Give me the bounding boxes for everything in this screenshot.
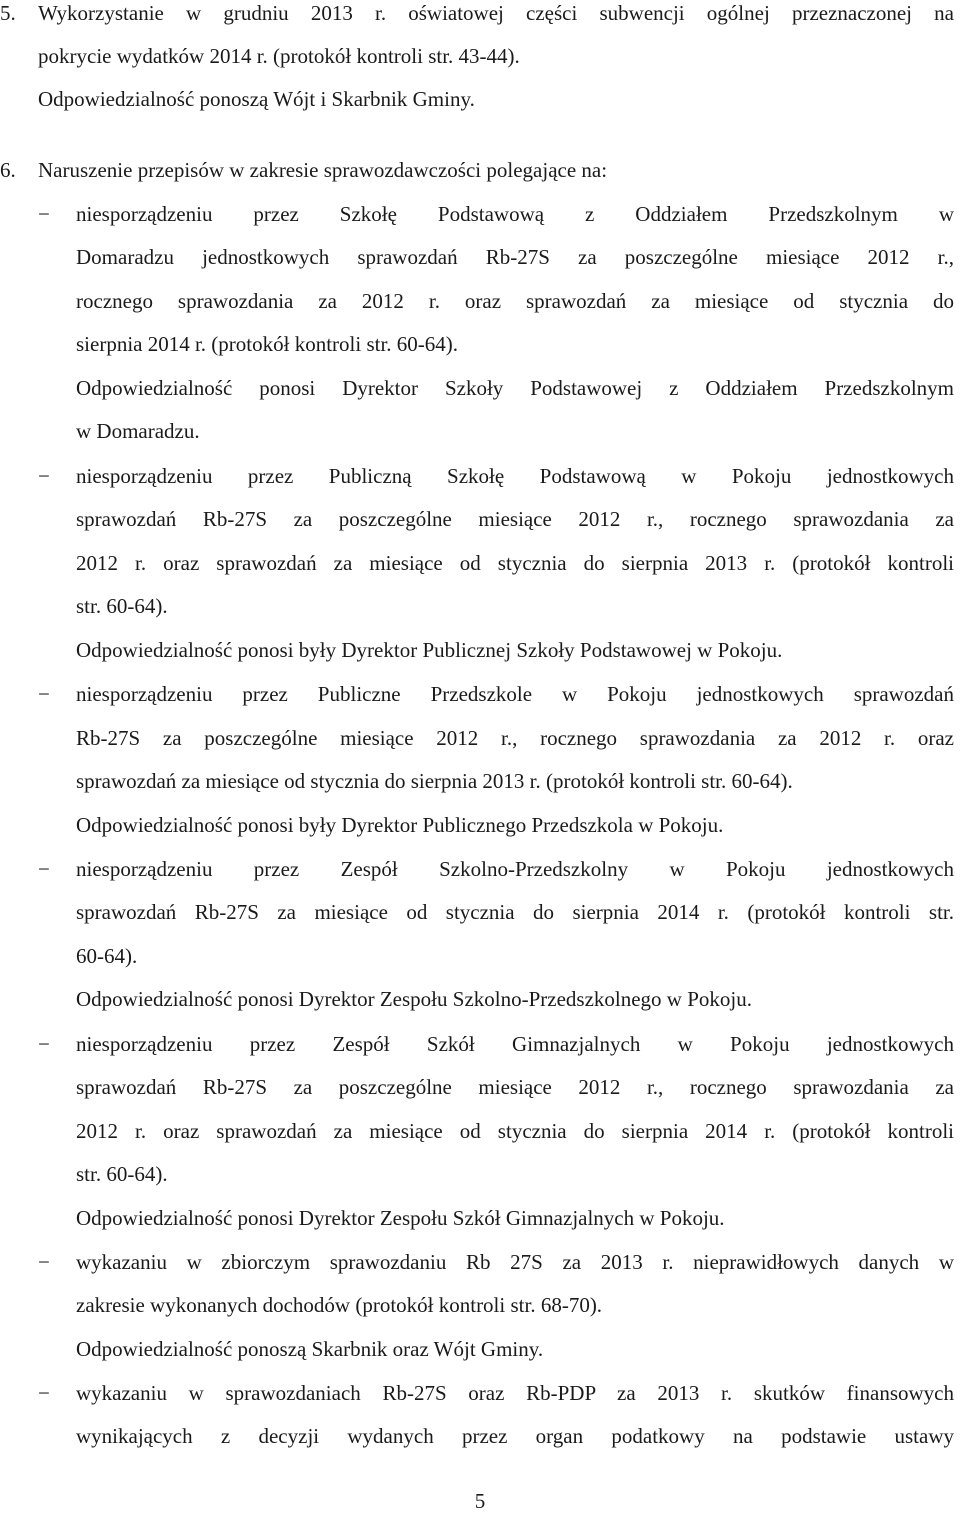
bullet-5-line-1: niesporządzeniu przez Zespół Szkół Gimnazjalnych w Pokoju jednostkowych <box>76 1032 954 1056</box>
bullet-7-line-1: wykazaniu w sprawozdaniach Rb-27S oraz Rb-PDP za 2013 r. skutków finansowych <box>76 1381 954 1405</box>
bullet-2-line-3: 2012 r. oraz sprawozdań za miesiące od stycznia do sierpnia 2013 r. (protokół kontroli <box>76 551 954 575</box>
bullet-dash: − <box>38 857 50 881</box>
bullet-1-line-1: niesporządzeniu przez Szkołę Podstawową z Oddziałem Przedszkolnym w <box>76 202 954 226</box>
bullet-2-responsibility: Odpowiedzialność ponosi były Dyrektor Publicznej Szkoły Podstawowej w Pokoju. <box>76 638 783 662</box>
bullet-3-line-3: sprawozdań za miesiące od stycznia do sierpnia 2013 r. (protokół kontroli str. 60-64). <box>76 769 793 793</box>
bullet-1-line-4: sierpnia 2014 r. (protokół kontroli str. 60-64). <box>76 332 459 356</box>
bullet-6-line-1: wykazaniu w zbiorczym sprawozdaniu Rb 27S za 2013 r. nieprawidłowych danych w <box>76 1250 954 1274</box>
bullet-3-line-1: niesporządzeniu przez Publiczne Przedszkole w Pokoju jednostkowych sprawozdań <box>76 682 954 706</box>
item-5-responsibility: Odpowiedzialność ponoszą Wójt i Skarbnik Gminy. <box>38 87 475 111</box>
bullet-4-line-1: niesporządzeniu przez Zespół Szkolno-Przedszkolny w Pokoju jednostkowych <box>76 857 954 881</box>
bullet-3-responsibility: Odpowiedzialność ponosi były Dyrektor Publicznego Przedszkola w Pokoju. <box>76 813 724 837</box>
bullet-3-line-2: Rb-27S za poszczególne miesiące 2012 r., rocznego sprawozdania za 2012 r. oraz <box>76 726 954 750</box>
bullet-1-line-2: Domaradzu jednostkowych sprawozdań Rb-27S za poszczególne miesiące 2012 r., <box>76 245 954 269</box>
bullet-dash: − <box>38 202 50 226</box>
item-5-text-line-1: Wykorzystanie w grudniu 2013 r. oświatowej części subwencji ogólnej przeznaczonej na <box>38 1 954 25</box>
item-5-text-line-2: pokrycie wydatków 2014 r. (protokół kontroli str. 43-44). <box>38 44 520 68</box>
bullet-4-line-3: 60-64). <box>76 944 138 968</box>
bullet-6-responsibility: Odpowiedzialność ponoszą Skarbnik oraz Wójt Gminy. <box>76 1337 544 1361</box>
item-6-intro: Naruszenie przepisów w zakresie sprawozdawczości polegające na: <box>38 158 608 182</box>
item-5-number: 5. <box>0 1 16 25</box>
page-number: 5 <box>474 1489 486 1513</box>
bullet-dash: − <box>38 1032 50 1056</box>
bullet-5-line-3: 2012 r. oraz sprawozdań za miesiące od stycznia do sierpnia 2014 r. (protokół kontroli <box>76 1119 954 1143</box>
bullet-5-line-2: sprawozdań Rb-27S za poszczególne miesiące 2012 r., rocznego sprawozdania za <box>76 1075 954 1099</box>
bullet-1-line-3: rocznego sprawozdania za 2012 r. oraz sprawozdań za miesiące od stycznia do <box>76 289 954 313</box>
bullet-dash: − <box>38 1381 50 1405</box>
bullet-4-responsibility: Odpowiedzialność ponosi Dyrektor Zespołu Szkolno-Przedszkolnego w Pokoju. <box>76 987 752 1011</box>
bullet-1-responsibility-line-2: w Domaradzu. <box>76 419 200 443</box>
bullet-2-line-4: str. 60-64). <box>76 594 168 618</box>
bullet-5-line-4: str. 60-64). <box>76 1162 168 1186</box>
bullet-6-line-2: zakresie wykonanych dochodów (protokół kontroli str. 68-70). <box>76 1293 603 1317</box>
bullet-2-line-1: niesporządzeniu przez Publiczną Szkołę Podstawową w Pokoju jednostkowych <box>76 464 954 488</box>
bullet-4-line-2: sprawozdań Rb-27S za miesiące od stycznia do sierpnia 2014 r. (protokół kontroli str. <box>76 900 954 924</box>
bullet-dash: − <box>38 464 50 488</box>
bullet-dash: − <box>38 1250 50 1274</box>
bullet-5-responsibility: Odpowiedzialność ponosi Dyrektor Zespołu Szkół Gimnazjalnych w Pokoju. <box>76 1206 725 1230</box>
bullet-1-responsibility-line-1: Odpowiedzialność ponosi Dyrektor Szkoły Podstawowej z Oddziałem Przedszkolnym <box>76 376 954 400</box>
bullet-2-line-2: sprawozdań Rb-27S za poszczególne miesiące 2012 r., rocznego sprawozdania za <box>76 507 954 531</box>
item-6-number: 6. <box>0 158 16 182</box>
bullet-dash: − <box>38 682 50 706</box>
bullet-7-line-2: wynikających z decyzji wydanych przez organ podatkowy na podstawie ustawy <box>76 1424 954 1448</box>
